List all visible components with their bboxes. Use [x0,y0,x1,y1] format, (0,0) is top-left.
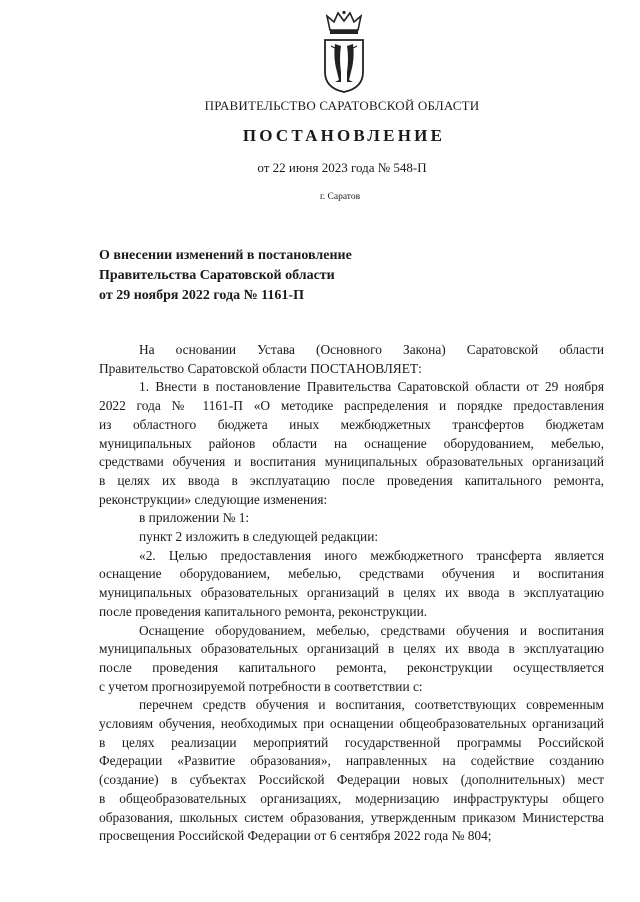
body-line: оснащение оборудованием, мебелью, средствами обучения и воспитания [99,566,604,582]
body-line: Оснащение оборудованием, мебелью, средствами обучения и воспитания [139,622,604,638]
body-line: «2. Целью предоставления иного межбюджетного трансферта является [139,547,604,563]
document-body [99,341,604,846]
body-line: пункт 2 изложить в следующей редакции: [139,529,379,545]
body-line: перечнем средств обучения и воспитания, соответствующих современным [139,697,604,713]
body-line: образования, школьных систем образования, утвержденным приказом Министерства [99,809,604,825]
body-line: из областного бюджета иных межбюджетных трансфертов бюджетам [99,416,604,432]
body-line: средствами обучения и воспитания муниципальных образовательных организаций [99,454,604,470]
body-line: муниципальных образовательных организаций в целях их ввода в эксплуатацию [99,585,604,601]
body-line: (создание) в субъектах Российской Федерации новых (дополнительных) мест [99,772,604,788]
coat-of-arms-icon [321,10,367,94]
body-line: 2022 года № 1161-П «О методике распределения и порядке предоставления [99,398,604,414]
body-line: просвещения Российской Федерации от 6 сентября 2022 года № 804; [99,828,492,844]
body-line: с учетом прогнозируемой потребности в соответствии с: [99,678,423,694]
body-line: в общеобразовательных организациях, модернизацию инфраструктуры общего [99,790,604,806]
body-line: На основании Устава (Основного Закона) Саратовской области [139,342,604,357]
body-line: муниципальных образовательных организаций в целях их ввода в эксплуатацию [99,641,604,657]
body-line: Правительство Саратовской области ПОСТАНОВЛЯЕТ: [99,360,422,376]
document-type: ПОСТАНОВЛЕНИЕ [242,126,446,145]
body-line: в приложении № 1: [139,510,250,526]
city: г. Саратов [319,192,361,202]
date-number: от 22 июня 2023 года № 548-П [257,160,427,175]
body-line: муниципальных районов области на оснащение оборудованием, мебелью, [99,435,604,451]
document-subject [99,246,352,306]
subject-line: Правительства Саратовской области [99,268,335,283]
body-line: Федерации «Развитие образования», направленных на содействие созданию [99,753,604,769]
government-name: ПРАВИТЕЛЬСТВО САРАТОВСКОЙ ОБЛАСТИ [204,98,480,113]
body-line: в целях их ввода в эксплуатацию после проведения капитального ремонта, [99,472,604,488]
body-line: 1. Внести в постановление Правительства Саратовской области от 29 ноября [139,379,604,395]
body-line: в целях реализации мероприятий государственной программы Российской [99,734,604,750]
subject-line: от 29 ноября 2022 года № 1161-П [99,288,304,303]
subject-line: О внесении изменений в постановление [99,248,352,263]
body-line: реконструкции» следующие изменения: [99,491,328,507]
body-line: условиям обучения, необходимых при оснащении общеобразовательных организаций [99,716,604,732]
body-line: после проведения капитального ремонта, реконструкции. [99,603,428,619]
body-line: после проведения капитального ремонта, реконструкции осуществляется [99,659,604,675]
